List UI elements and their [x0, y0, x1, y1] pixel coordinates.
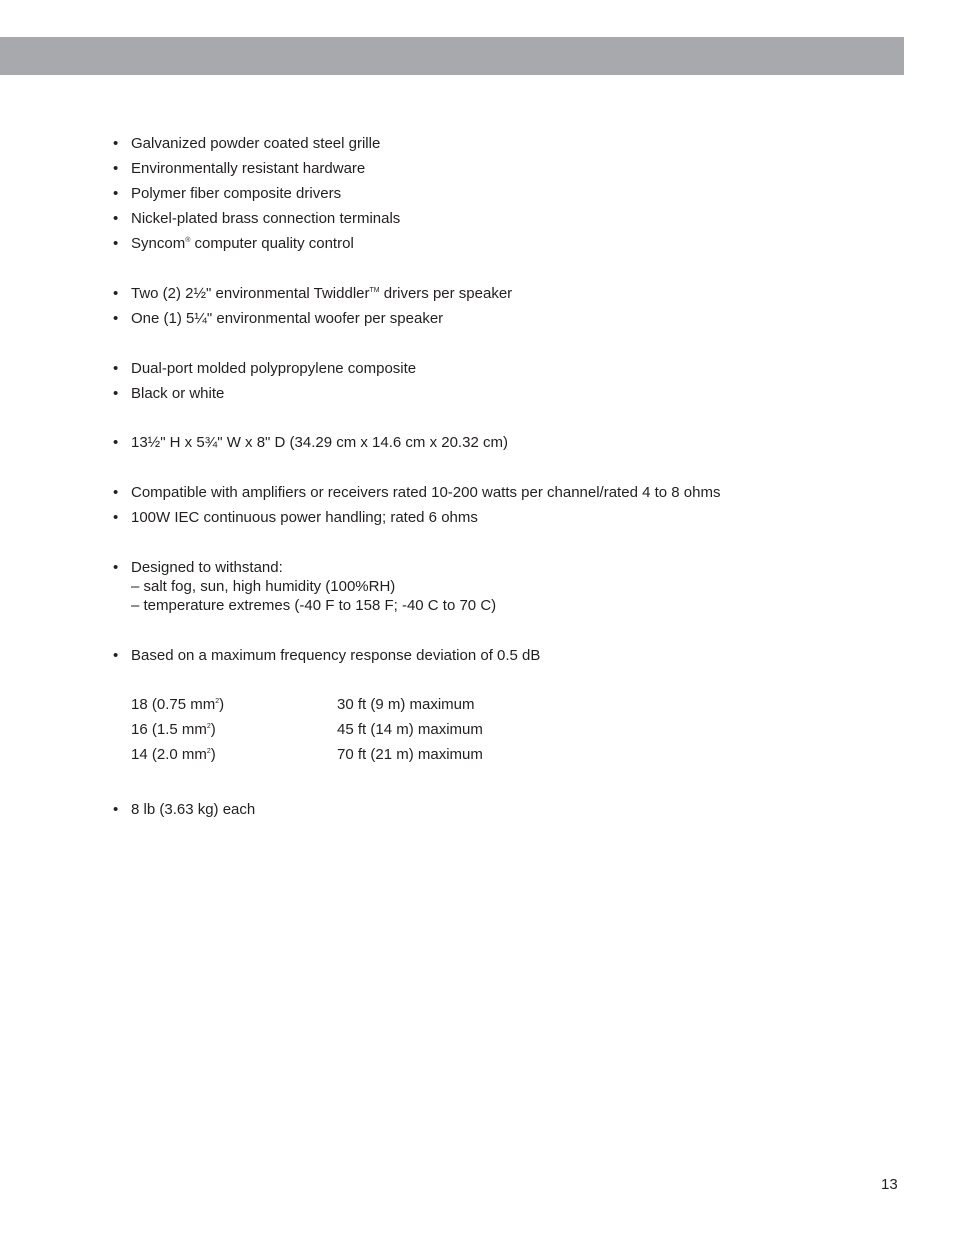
- table-row: [131, 720, 483, 739]
- trademark-mark: TM: [369, 287, 380, 294]
- enclosure-color: Black or white: [131, 385, 225, 402]
- bullet-icon: •: [113, 559, 119, 576]
- page-number: 13: [881, 1176, 898, 1193]
- dimensions-value: 13½" H x 5¾" W x 8" D (34.29 cm x 14.6 cm x 20.32 cm): [131, 434, 508, 451]
- wire-gauge-cell: 18 (0.75 $mm^2$): [131, 696, 225, 713]
- bullet-icon: •: [113, 484, 119, 501]
- bullet-icon: •: [113, 385, 119, 402]
- environment-intro: Designed to withstand:: [131, 559, 283, 576]
- driver-woofer: One (1) 5¼" environmental woofer per speaker: [131, 310, 444, 327]
- environment-line-1: – salt fog, sun, high humidity (100%RH): [131, 578, 396, 595]
- section-header-bar: [0, 37, 904, 75]
- driver-twiddler: Two (2) 2½" environmental Twiddler™ drivers per speaker: [131, 285, 513, 302]
- bullet-icon: •: [113, 509, 119, 526]
- environment-block: [131, 558, 496, 615]
- wire-length-cell: 30 ft (9 m) maximum: [337, 696, 475, 713]
- feature-grille: Galvanized powder coated steel grille: [131, 135, 381, 152]
- table-row: [131, 695, 475, 714]
- bullet-icon: •: [113, 434, 119, 451]
- feature-terminals: Nickel-plated brass connection terminals: [131, 210, 401, 227]
- power-compatibility: Compatible with amplifiers or receivers rated 10-200 watts per channel/rated 4 to 8 ohms: [131, 484, 721, 501]
- wire-length-cell: 45 ft (14 m) maximum: [337, 721, 483, 738]
- feature-syncom: Syncom® computer quality control: [131, 235, 354, 252]
- feature-drivers: Polymer fiber composite drivers: [131, 185, 342, 202]
- registered-mark: ®: [185, 237, 191, 244]
- frequency-note: Based on a maximum frequency response deviation of 0.5 dB: [131, 647, 541, 664]
- enclosure-material: Dual-port molded polypropylene composite: [131, 360, 417, 377]
- bullet-icon: •: [113, 285, 119, 302]
- bullet-icon: •: [113, 235, 119, 252]
- bullet-icon: •: [113, 647, 119, 664]
- bullet-icon: •: [113, 801, 119, 818]
- wire-length-cell: 70 ft (21 m) maximum: [337, 746, 483, 763]
- bullet-icon: •: [113, 135, 119, 152]
- environment-line-2: – temperature extremes (-40 F to 158 F; -40 C to 70 C): [131, 597, 497, 614]
- wire-gauge-cell: 16 (1.5 $mm^2$): [131, 721, 216, 738]
- bullet-icon: •: [113, 310, 119, 327]
- bullet-icon: •: [113, 185, 119, 202]
- bullet-icon: •: [113, 360, 119, 377]
- power-handling: 100W IEC continuous power handling; rated 6 ohms: [131, 509, 478, 526]
- bullet-icon: •: [113, 160, 119, 177]
- weight-value: 8 lb (3.63 kg) each: [131, 801, 256, 818]
- wire-gauge-cell: 14 (2.0 $mm^2$): [131, 746, 216, 763]
- table-row: [131, 745, 483, 764]
- feature-hardware: Environmentally resistant hardware: [131, 160, 366, 177]
- bullet-icon: •: [113, 210, 119, 227]
